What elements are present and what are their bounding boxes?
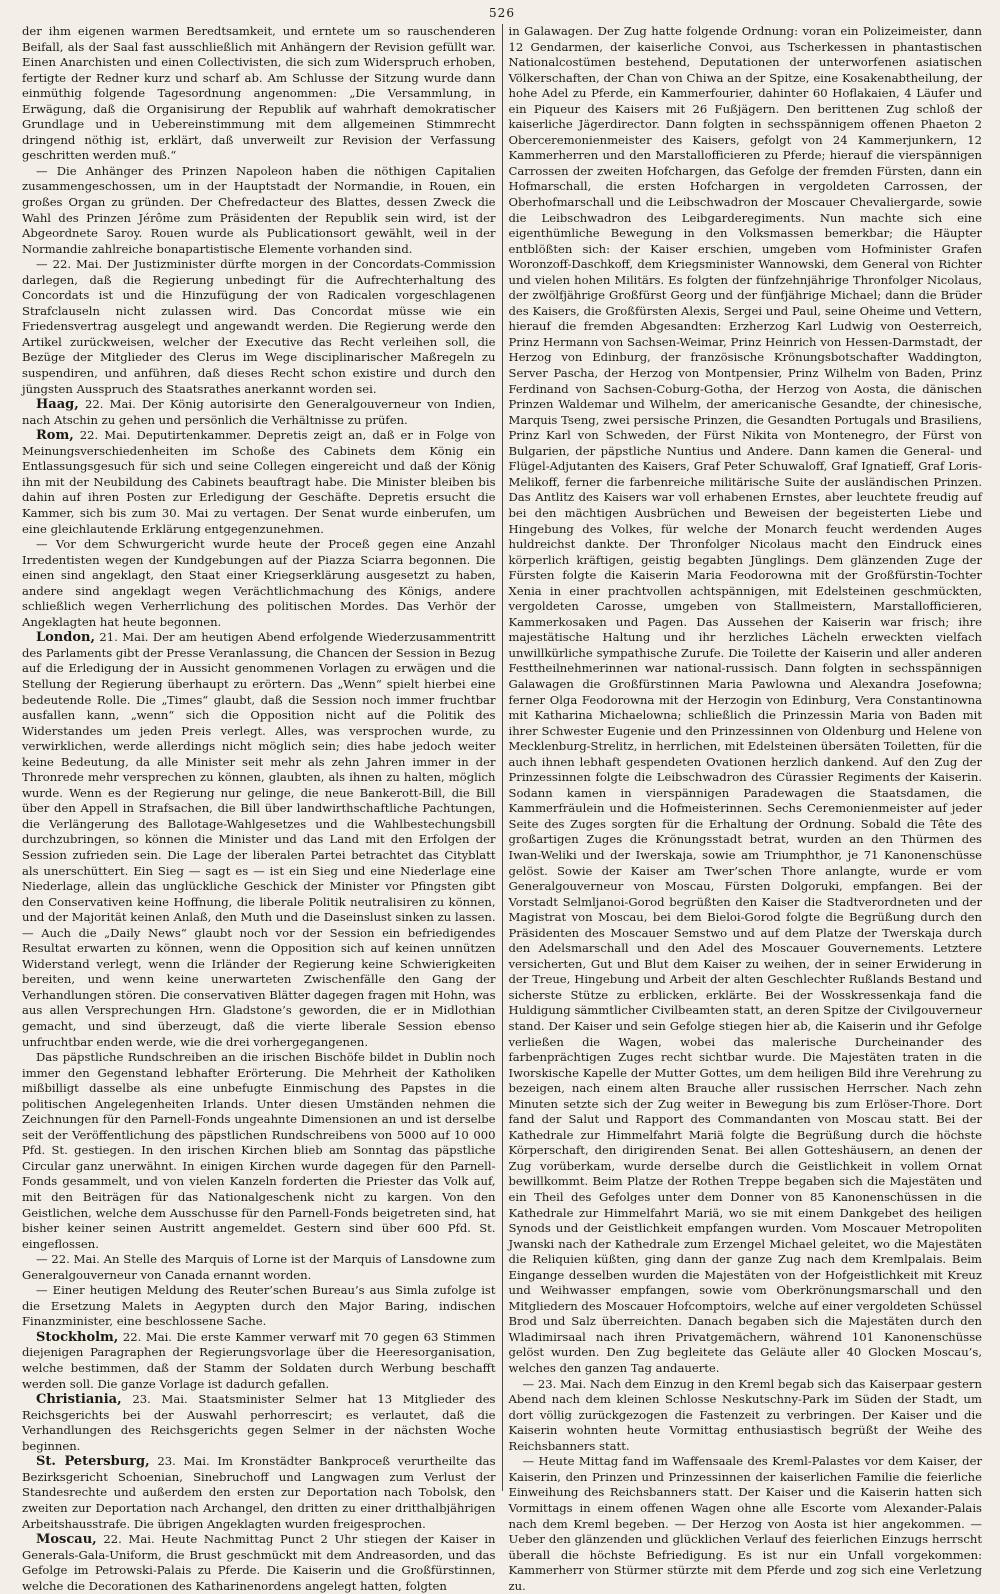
- paragraph-text: — 22. Mai. Der Justizminister dürfte morgen in der Concordats-Commission darlegen, daß die Regierung unbedingt für die Aufrechterhaltung des Concordats ist und die Hinzufügung der von Radicalen vorgeschlagenen Strafclauseln nicht zulassen wird. Das Concordat müsse wie ein Friedensvertrag ausgelegt und angewandt werden. Die Regierung werde den Artikel zurückweisen, welcher der Executive das Recht verleihen soll, die Bezüge der Mitglieder des Clerus im Wege disciplinarischer Maßregeln zu suspendiren, und anführen, daß dieses Recht schon existire und durch den jüngsten Ausspruch des Staatsrathes anerkannt worden sei.: [22, 257, 496, 396]
- dateline: Christiania,: [36, 1392, 122, 1408]
- dateline: St. Petersburg,: [36, 1454, 150, 1470]
- article-paragraph: [22, 257, 496, 397]
- paragraph-text: der ihm eigenen warmen Beredtsamkeit, und erntete um so rauschenderen Beifall, als der Saal fast ausschließlich mit Anhängern der Revision gefüllt war. Einen Anarchisten und einen Collectivisten, die sich zum Widerspruch erhoben, fertigte der Redner kurz und scharf ab. Am Schlusse der Sitzung wurde dann einmüthig folgende Tagesordnung angenommen: „Die Versammlung, in Erwägung, daß die Organisirung der Republik auf wahrhaft demokratischer Grundlage und in Uebereinstimmung mit dem allgemeinen Stimmrecht dringend nöthig ist, erklärt, daß unverweilt zur Revision der Verfassung geschritten werden muß.“: [22, 24, 496, 163]
- article-paragraph: [22, 1330, 496, 1392]
- paragraph-text: 23. Mai. Im Kronstädter Bankproceß verurtheilte das Bezirksgericht Schoenian, Sinebruchoff und Langwagen zum Verlust der Standesrechte und außerdem den ersten zur Deportation nach Tobolsk, den zweiten zur Deportation nach Archangel, den dritten zu einer dritthalbjährigen Arbeitshausstrafe. Die übrigen Angeklagten wurden freigesprochen.: [22, 1454, 496, 1531]
- paragraph-text: — Heute Mittag fand im Waffensaale des Kreml-Palastes vor dem Kaiser, der Kaiserin, den Prinzen und Prinzessinnen der kaiserlichen Familie die feierliche Einweihung des Reichsbanners statt. Der Kaiser und die Kaiserin hatten sich Vormittags in einem offenen Wagen ohne alle Escorte vom Alexander-Palais nach dem Kreml begeben. — Der Herzog von Aosta ist hier angekommen. — Ueber den glänzenden und glücklichen Verlauf des feierlichen Einzugs herrscht überall die höchste Befriedigung. Es ist nur ein Unfall vorgekommen: Kammerherr von Stürmer stürzte mit dem Pferde und zog sich eine Verletzung zu.: [508, 1454, 983, 1593]
- paragraph-text: Das päpstliche Rundschreiben an die irischen Bischöfe bildet in Dublin noch immer den Gegenstand lebhafter Erörterung. Die Mehrheit der Katholiken mißbilligt dasselbe als eine unbefugte Einmischung des Papstes in die politischen Angelegenheiten Irlands. Unter diesen Umständen nehmen die Zeichnungen für den Parnell-Fonds ungeahnte Dimensionen an und ist derselbe seit der Veröffentlichung des päpstlichen Rundschreibens von 5000 auf 10 000 Pfd. St. gestiegen. In den irischen Kirchen blieb am Sonntag das päpstliche Circular ganz unerwähnt. In einigen Kirchen wurde dagegen für den Parnell-Fonds gesammelt, und von vielen Kanzeln forderten die Priester das Volk auf, mit den Beiträgen für das Nationalgeschenk nicht zu kargen. Von den Geistlichen, welche dem Ausschusse für den Parnell-Fonds beigetreten sind, hat bisher keiner seinen Austritt angemeldet. Gestern sind über 600 Pfd. St. eingeflossen.: [22, 1050, 496, 1251]
- article-paragraph: [22, 1050, 496, 1252]
- page-number: 526: [489, 6, 515, 20]
- dateline: Rom,: [36, 428, 74, 444]
- paragraph-text: — Vor dem Schwurgericht wurde heute der Proceß gegen eine Anzahl Irredentisten wegen der Kundgebungen auf der Piazza Sciarra begonnen. Die einen sind angeklagt, den Staat einer Kriegserklärung ausgesetzt zu haben, andere sind angeklagt wegen Verächtlichmachung des Königs, andere schließlich wegen Verherrlichung des politischen Mordes. Das Verhör der Angeklagten hat heute begonnen.: [22, 537, 496, 629]
- article-paragraph: [509, 1377, 983, 1455]
- article-paragraph: [509, 1454, 983, 1594]
- article-paragraph: [22, 164, 496, 257]
- paragraph-text: — 23. Mai. Nach dem Einzug in den Kreml begab sich das Kaiserpaar gestern Abend nach dem kleinen Schlosse Neskutschny-Park im Süden der Stadt, um dort völlig zurückgezogen die Fastenzeit zu verbringen. Der Kaiser und die Kaiserin wohnten heute Vormittag enthusiastisch begrüßt der Weihe des Reichsbanners statt.: [508, 1376, 983, 1453]
- article-paragraph: [22, 1392, 496, 1454]
- left-column: [22, 24, 502, 1593]
- article-paragraph: [22, 630, 496, 1050]
- paragraph-text: 22. Mai. Die erste Kammer verwarf mit 70 gegen 63 Stimmen diejenigen Paragraphen der Regierungsvorlage über die Heeresorganisation, welche bestimmen, daß der Stamm der Soldaten durch Werbung beschafft werden soll. Die ganze Vorlage ist dadurch gefallen.: [22, 1329, 496, 1391]
- article-paragraph: [22, 428, 496, 537]
- paragraph-text: — Einer heutigen Meldung des Reuter’schen Bureau’s aus Simla zufolge ist die Ersetzung Malets in Aegypten durch den Major Baring, indischen Finanzminister, eine beschlossene Sache.: [22, 1283, 496, 1329]
- article-paragraph: [22, 1454, 496, 1532]
- article-paragraph: [509, 24, 983, 1377]
- paragraph-text: — Die Anhänger des Prinzen Napoleon haben die nöthigen Capitalien zusammengeschossen, um in der Hauptstadt der Normandie, in Rouen, ein großes Organ zu gründen. Der Chefredacteur des Blattes, dessen Zweck die Wahl des Prinzen Jérôme zum Präsidenten der Republik sein wird, ist der Abgeordnete Saroy. Rouen wurde als Publicationsort gewählt, weil in der Normandie zahlreiche bonapartistische Elemente vorhanden sind.: [22, 163, 496, 256]
- article-paragraph: [22, 24, 496, 164]
- paragraph-text: 22. Mai. Der König autorisirte den Generalgouverneur von Indien, nach Atschin zu gehen und persönlich die Verhältnisse zu prüfen.: [22, 397, 496, 427]
- paragraph-text: — 22. Mai. An Stelle des Marquis of Lorne ist der Marquis of Lansdowne zum Generalgouverneur von Canada ernannt worden.: [22, 1252, 496, 1282]
- paragraph-text: 23. Mai. Staatsminister Selmer hat 13 Mitglieder des Reichsgerichts bei der Auswahl perhorrescirt; es verlautet, daß die Verhandlungen des Reichsgerichts gegen Selmer in der nächsten Woche beginnen.: [22, 1392, 496, 1453]
- text-columns: [22, 24, 983, 1593]
- paragraph-text: 22. Mai. Heute Nachmittag Punct 2 Uhr stiegen der Kaiser in Generals-Gala-Uniform, die Brust geschmückt mit dem Andreasorden, und das Gefolge im Petrowski-Palais zu Pferde. Die Kaiserin und die Großfürstinnen, welche die Decorationen des Katharinenordens angelegt hatten, folgten: [22, 1532, 496, 1593]
- dateline: Stockholm,: [36, 1329, 119, 1345]
- dateline: Haag,: [36, 397, 79, 413]
- paragraph-text: 22. Mai. Deputirtenkammer. Depretis zeigt an, daß er in Folge von Meinungsverschiedenheiten im Schoße des Cabinets dem König ein Entlassungsgesuch für sich und seine Collegen eingereicht und daß der König ihn mit der Neubildung des Cabinets beauftragt habe. Die Minister bleiben bis dahin auf ihren Posten zur Erledigung der Geschäfte. Depretis ersucht die Kammer, sich bis zum 30. Mai zu vertagen. Der Senat wurde einberufen, um eine gleichlautende Erklärung entgegenzunehmen.: [22, 428, 496, 536]
- article-paragraph: [22, 537, 496, 630]
- article-paragraph: [22, 1532, 496, 1594]
- article-paragraph: [22, 1283, 496, 1330]
- article-paragraph: [22, 397, 496, 428]
- article-paragraph: [22, 1252, 496, 1283]
- dateline: Moscau,: [36, 1532, 97, 1548]
- paragraph-text: in Galawagen. Der Zug hatte folgende Ordnung: voran ein Polizeimeister, dann 12 Gendarmen, der kaiserliche Convoi, aus Tscherkessen in phantastischen Nationalcostümen bestehend, Deputationen der unterworfenen asiatischen Völkerschaften, der Chan von Chiwa an der Spitze, eine Kosakenabtheilung, der hohe Adel zu Pferde, ein Kammerfourier, dahinter 60 Hoflakaien, 4 Läufer und ein Piqueur des Kaisers mit 26 Fußjägern. Den berittenen Zug schloß der kaiserliche Jägerdirector. Dann folgten in sechsspännigem offenen Phaeton 2 Oberceremonienmeister des Kaisers, gefolgt von 24 Kammerjunkern, 12 Kammerherren und den Marstallofficieren zu Pferde; hierauf die vierspännigen Carrossen der zweiten Hofchargen, das Gefolge der fremden Fürsten, dann ein Hofmarschall, die ersten Hofchargen in vergoldeten Carrossen, der Oberhofmarschall und die Leibschwadron der Moscauer Chevaliergarde, sowie die Leibschwadron des Leibgarderegiments. Nun machte sich eine eigenthümliche Bewegung in den Volksmassen bemerkbar; die Häupter entblößten sich: der Kaiser erschien, umgeben vom Hofminister Grafen Woronzoff-Daschkoff, dem Kriegsminister Wannowski, dem General von Richter und vielen hohen Militärs. Es folgten der fünfzehnjährige Thronfolger Nicolaus, der zwölfjährige Großfürst Georg und der fünfjährige Michael; dann die Brüder des Kaisers, die Großfürsten Alexis, Sergei und Paul, seine Oheime und Vettern, hierauf die fremden Abgesandten: Erzherzog Karl Ludwig von Oesterreich, Prinz Hermann von Sachsen-Weimar, Prinz Heinrich von Hessen-Darmstadt, der Herzog von Edinburg, der französische Krönungsbotschafter Waddington, Server Pascha, der Herzog von Montpensier, Prinz Wilhelm von Baden, Prinz Ferdinand von Sachsen-Coburg-Gotha, der Herzog von Aosta, die dänischen Prinzen Waldemar und Wilhelm, der americanische Gesandte, der chinesische, Marquis Tseng, zwei persische Prinzen, die Gesandten Portugals und Brasiliens, Prinz Karl von Schweden, der Fürst Nikita von Montenegro, der Fürst von Bulgarien, der päpstliche Nuntius und Andere. Dann kamen die General- und Flügel-Adjutanten des Kaisers, Graf Peter Schuwaloff, Graf Ignatieff, Graf Loris-Melikoff, ferner die farbenreiche militärische Suite der ausländischen Prinzen. Das Antlitz des Kaisers war voll erhabenen Ernstes, aber leuchtete freudig auf bei den mächtigen Ausbrüchen und Beweisen der begeisterten Liebe und Hingebung des Volkes, für welche der Monarch feucht werdenden Auges huldreichst dankte. Der Thronfolger Nicolaus macht den Eindruck eines körperlich kräftigen, geistig begabten Jünglings. Dem glänzenden Zuge der Fürsten folgte die Kaiserin Maria Feodorowna mit der Großfürstin-Tochter Xenia in einer prachtvollen achtspännigen, mit Edelsteinen geschmückten, vergoldeten Carosse, umgeben von Stallmeistern, Marstallofficieren, Kammerkosaken und Pagen. Das Aussehen der Kaiserin war frisch; ihre majestätische Haltung und ihr herzliches Lächeln erweckten vielfach unwillkürliche sympathische Zurufe. Die Toilette der Kaiserin und aller anderen Festtheilnehmerinnen war national-russisch. Dann folgten in sechsspännigen Galawagen die Großfürstinnen Maria Pawlowna und Alexandra Josefowna; ferner Olga Feodorowna mit der Herzogin von Edinburg, Vera Constantinowna mit Katharina Michaelowna; schließlich die Prinzessin Maria von Baden mit ihrer Schwester Eugenie und den Prinzessinnen von Oldenburg und Helene von Mecklenburg-Strelitz, in herrlichen, mit Edelsteinen übersäten Toiletten, für die auch ihnen lebhaft gespendeten Ovationen herzlich dankend. Auf den Zug der Prinzessinnen folgte die Leibschwadron des Cürassier Regiments der Kaiserin. Sodann kamen in vierspännigen Paradewagen die Staatsdamen, die Kammerfräulein und die Hofmeisterinnen. Sechs Ceremonienmeister auf jeder Seite des Zuges sorgten für die Erhaltung der Ordnung. Sobald die Tête des großartigen Zuges die Krönungsstadt betrat, wurden an den Thürmen des Iwan-Weliki und der Iwerskaja, sowie am Triumphthor, je 71 Kanonenschüsse gelöst. Sowie der Kaiser am Twer’schen Thore anlangte, wurde er vom Generalgouverneur von Moscau, Fürsten Dolgoruki, empfangen. Bei der Vorstadt Selmljanoi-Gorod begrüßten den Kaiser die Stadtverordneten und der Magistrat von Moscau, bei dem Bieloi-Gorod folgte die Begrüßung durch den Präsidenten des Moscauer Semstwo und auf dem Platze der Twerskaja durch den Adelsmarschall und den Adel des Moscauer Gouvernements. Letztere versicherten, Gut und Blut dem Kaiser zu weihen, der in seiner Erwiderung in der Treue, Hingebung und Arbeit der alten Geschlechter Rußlands Bestand und sicherste Stütze zu erblicken, erklärte. Bei der Wosskressenkaja fand die Huldigung sämmtlicher Civilbeamten statt, an deren Spitze der Civilgouverneur stand. Der Kaiser und sein Gefolge stiegen hier ab, die Kaiserin und ihr Gefolge verließen die Wagen, wobei das malerische Durcheinander des farbenprächtigen Zuges recht sichtbar wurde. Die Majestäten traten in die Iworskische Kapelle der Mutter Gottes, um dem heiligen Bild ihre Verehrung zu bezeigen, nach einem alten Brauche aller russischen Herrscher. Nach zehn Minuten setzte sich der Zug weiter in Bewegung bis zum Erlöser-Thore. Dort fand der Salut und Rapport des Commandanten von Moscau statt. Bei der Kathedrale zur Himmelfahrt Mariä folgte die Begrüßung durch die höchste Körperschaft, den dirigirenden Senat. Bei allen Gotteshäusern, an denen der Zug vorüberkam, wurde derselbe durch die Geistlichkeit in vollem Ornat bewillkommt. Beim Platze der Rothen Treppe begaben sich die Majestäten und ein Theil des Gefolges unter dem Donner von 85 Kanonenschüssen in die Kathedrale zur Himmelfahrt Mariä, wo sie mit einem Dankgebet des heiligen Synods und der Geistlichkeit empfangen wurden. Vom Moscauer Metropoliten Jwanski nach der Kathedrale zum Erzengel Michael geleitet, wo die Majestäten die Reliquien küßten, ging dann der ganze Zug nach dem Kremlpalais. Beim Eingange desselben wurden die Majestäten von der Hofgeistlichkeit mit Kreuz und Weihwasser empfangen, sowie vom Oberkrönungsmarschall und den Mitgliedern des Moscauer Hofcomptoirs, welche auf einer vergoldeten Schüssel Brod und Salz überreichten. Danach begaben sich die Majestäten durch den Wladimirsaal nach ihren Privatgemächern, während 101 Kanonenschüsse gelöst wurden. Den Zug begleitete das Geläute aller 40 Glocken Moscau’s, welches den ganzen Tag andauerte.: [508, 24, 983, 1376]
- paragraph-text: 21. Mai. Der am heutigen Abend erfolgende Wiederzusammentritt des Parlaments gibt der Presse Veranlassung, die Chancen der Session in Bezug auf die Erledigung der in Aussicht genommenen Vorlagen zu erwägen und die Stellung der Regierung überhaupt zu erörtern. Das „Wenn“ spielt hierbei eine bedeutende Rolle. Die „Times“ glaubt, daß die Session noch immer fruchtbar ausfallen kann, „wenn“ sich die Opposition nicht auf die Politik des Widerstandes um jeden Preis verlegt. Alles, was versprochen wurde, zu verwirklichen, werde allerdings nicht möglich sein; dies habe jedoch weiter keine Bedeutung, da alle Minister seit mehr als zehn Jahren immer in der Thronrede mehr versprechen zu können, glaubten, als ihnen zu halten, möglich wurde. Wenn es der Regierung nur gelinge, die neue Bankerott-Bill, die Bill über den Appell in Strafsachen, die Bill über landwirthschaftliche Pachtungen, die Verlängerung des Ballotage-Wahlgesetzes und die Wahlbestechungsbill durchzubringen, so können die Minister und das Land mit den Erfolgen der Session zufrieden sein. Die Lage der liberalen Partei betrachtet das Cityblatt als unerschüttert. Ein Sieg — sagt es — ist ein Sieg und eine Niederlage eine Niederlage, allein das unglückliche Geschick der Minister vor Pfingsten gibt den Conservativen keine Hoffnung, die liberale Politik neutralisiren zu können, und der Majorität keinen Anlaß, den Muth und die Daseinslust sinken zu lassen. — Auch die „Daily News“ glaubt noch vor der Session ein befriedigendes Resultat erwarten zu können, wenn die Opposition sich auf keinen unnützen Widerstand verlegt, wenn die Irländer der Regierung keine Schwierigkeiten bereiten, und wenn keine unerwarteten Zwischenfälle den Gang der Verhandlungen stören. Die conservativen Blätter dagegen fragen mit Hohn, was aus allen Versprechungen Hrn. Gladstone’s geworden, die er in Midlothian gemacht, und sind überzeugt, daß die vierte liberale Session ebenso unfruchtbar enden werde, wie die drei vorhergegangenen.: [22, 630, 496, 1049]
- right-column: [503, 24, 983, 1593]
- dateline: London,: [36, 630, 96, 646]
